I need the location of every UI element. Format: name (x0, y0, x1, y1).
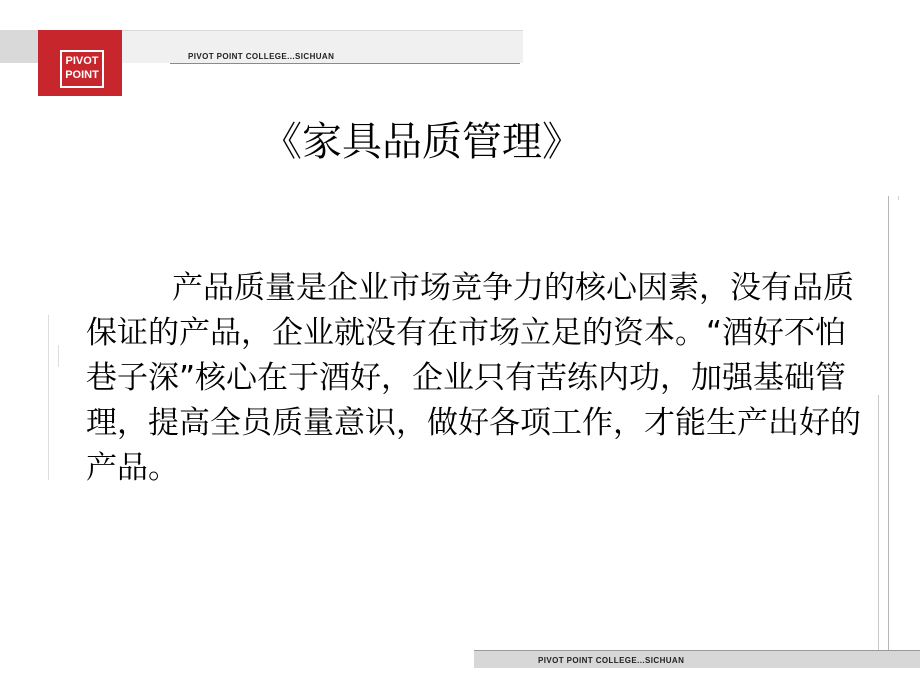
decor-vertical-line (898, 196, 899, 200)
decor-vertical-line (58, 345, 59, 367)
slide-title: 《家具品质管理》 (262, 119, 582, 165)
slide-body (86, 266, 866, 491)
decor-vertical-line (48, 315, 49, 480)
body-paragraph: 产品质量是企业市场竞争力的核心因素，没有品质保证的产品，企业就没有在市场立足的资本。“酒好不怕巷子深”核心在于酒好，企业只有苦练内功，加强基础管理，提高全员质量意识，做好各项工作，才能生产出好的产品。 (86, 270, 861, 486)
header-rule (170, 63, 520, 64)
footer-caption: PIVOT POINT COLLEGE...SICHUAN (538, 656, 685, 665)
pivot-point-logo (38, 30, 122, 96)
logo-frame (60, 50, 104, 88)
logo-text-line2: POINT (65, 69, 99, 81)
header-caption: PIVOT POINT COLLEGE...SICHUAN (188, 52, 335, 61)
logo-text-line1: PIVOT (65, 55, 99, 67)
decor-vertical-line (888, 196, 889, 656)
decor-vertical-line (878, 395, 879, 657)
